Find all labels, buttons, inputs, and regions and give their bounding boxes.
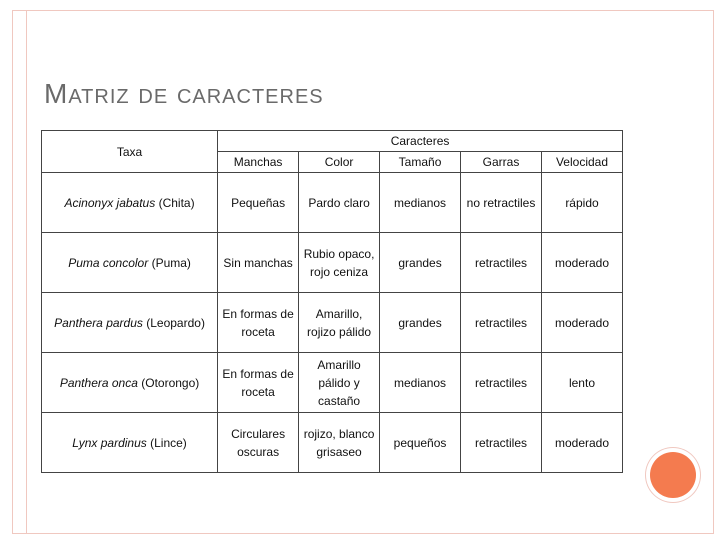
- cell-velocidad: rápido: [541, 173, 622, 233]
- characters-group-header: Caracteres: [218, 131, 623, 152]
- cell-manchas: Sin manchas: [218, 233, 299, 293]
- column-header-color: Color: [299, 152, 380, 173]
- common-name: (Otorongo): [141, 375, 200, 390]
- cell-manchas: En formas de roceta: [218, 353, 299, 413]
- cell-manchas: En formas de roceta: [218, 293, 299, 353]
- cell-garras: retractiles: [461, 413, 542, 473]
- cell-velocidad: lento: [541, 353, 622, 413]
- table-row: [42, 353, 623, 413]
- taxon-cell: [42, 233, 218, 293]
- cell-garras: no retractiles: [461, 173, 542, 233]
- scientific-name: Panthera pardus: [54, 315, 143, 330]
- character-matrix-table: [41, 130, 623, 473]
- cell-color: Amarillo pálido y castaño: [299, 353, 380, 413]
- cell-tamano: grandes: [380, 293, 461, 353]
- scientific-name: Acinonyx jabatus: [64, 195, 156, 210]
- common-name: (Puma): [151, 255, 191, 270]
- cell-manchas: Pequeñas: [218, 173, 299, 233]
- column-header-tamano: Tamaño: [380, 152, 461, 173]
- common-name: (Lince): [150, 435, 187, 450]
- column-header-velocidad: Velocidad: [541, 152, 622, 173]
- table-row: [42, 413, 623, 473]
- column-header-manchas: Manchas: [218, 152, 299, 173]
- cell-tamano: medianos: [380, 353, 461, 413]
- cell-color: Amarillo, rojizo pálido: [299, 293, 380, 353]
- cell-color: Rubio opaco, rojo ceniza: [299, 233, 380, 293]
- taxon-cell: [42, 413, 218, 473]
- decorative-orange-circle: [650, 452, 696, 498]
- cell-tamano: pequeños: [380, 413, 461, 473]
- cell-tamano: grandes: [380, 233, 461, 293]
- slide-title: Matriz de caracteres: [44, 78, 324, 109]
- table-row: [42, 293, 623, 353]
- scientific-name: Puma concolor: [68, 255, 149, 270]
- taxa-header: Taxa: [42, 131, 218, 173]
- cell-color: Pardo claro: [299, 173, 380, 233]
- table-row: [42, 173, 623, 233]
- table-row: [42, 233, 623, 293]
- cell-velocidad: moderado: [541, 293, 622, 353]
- taxon-cell: [42, 353, 218, 413]
- taxon-cell: [42, 173, 218, 233]
- cell-tamano: medianos: [380, 173, 461, 233]
- cell-garras: retractiles: [461, 293, 542, 353]
- cell-garras: retractiles: [461, 233, 542, 293]
- cell-velocidad: moderado: [541, 233, 622, 293]
- cell-color: rojizo, blanco grisaseo: [299, 413, 380, 473]
- scientific-name: Lynx pardinus: [72, 435, 147, 450]
- common-name: (Chita): [158, 195, 195, 210]
- scientific-name: Panthera onca: [59, 375, 138, 390]
- taxon-cell: [42, 293, 218, 353]
- slide-vertical-rule: [26, 10, 27, 534]
- common-name: (Leopardo): [146, 315, 205, 330]
- cell-garras: retractiles: [461, 353, 542, 413]
- cell-velocidad: moderado: [541, 413, 622, 473]
- cell-manchas: Circulares oscuras: [218, 413, 299, 473]
- column-header-garras: Garras: [461, 152, 542, 173]
